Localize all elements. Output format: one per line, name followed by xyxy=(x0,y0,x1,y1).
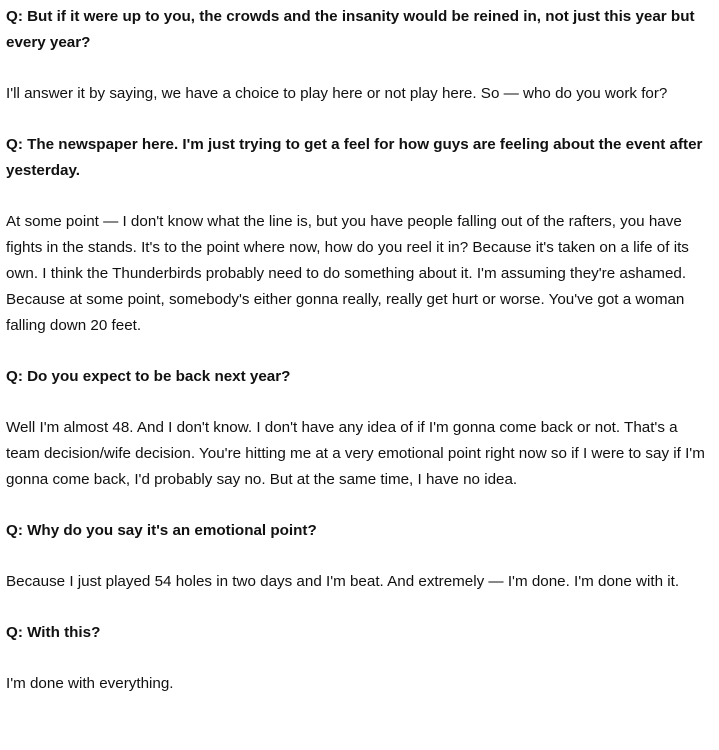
answer-4: Because I just played 54 holes in two days and I'm beat. And extremely — I'm done. I'm done with it. xyxy=(6,573,680,590)
spacer xyxy=(6,493,711,518)
question-3: Q: Do you expect to be back next year? xyxy=(6,368,291,385)
spacer xyxy=(6,339,711,364)
question-2: Q: The newspaper here. I'm just trying to get a feel for how guys are feeling about the event after yesterday. xyxy=(6,136,703,179)
question-1: Q: But if it were up to you, the crowds and the insanity would be reined in, not just this year but every year? xyxy=(6,8,695,51)
spacer xyxy=(6,646,711,671)
spacer xyxy=(6,56,711,81)
spacer xyxy=(6,107,711,132)
question-4: Q: Why do you say it's an emotional point? xyxy=(6,522,317,539)
spacer xyxy=(6,595,711,620)
answer-5: I'm done with everything. xyxy=(6,675,174,692)
question-5: Q: With this? xyxy=(6,624,101,641)
spacer xyxy=(6,390,711,415)
spacer xyxy=(6,544,711,569)
answer-3: Well I'm almost 48. And I don't know. I don't have any idea of if I'm gonna come back or not. That's a team decision/wife decision. You're hitting me at a very emotional point right now so if I were to say if I'm gonna come back, I'd probably say no. But at the same time, I have no idea. xyxy=(6,419,705,488)
answer-1: I'll answer it by saying, we have a choice to play here or not play here. So — who do you work for? xyxy=(6,85,668,102)
answer-2: At some point — I don't know what the line is, but you have people falling out of the rafters, you have fights in the stands. It's to the point where now, how do you reel it in? Because it's taken on a life of its own. I think the Thunderbirds probably need to do something about it. I'm assuming they're ashamed. Because at some point, somebody's either gonna really, really get hurt or worse. You've got a woman falling down 20 feet. xyxy=(6,213,689,334)
spacer xyxy=(6,184,711,209)
